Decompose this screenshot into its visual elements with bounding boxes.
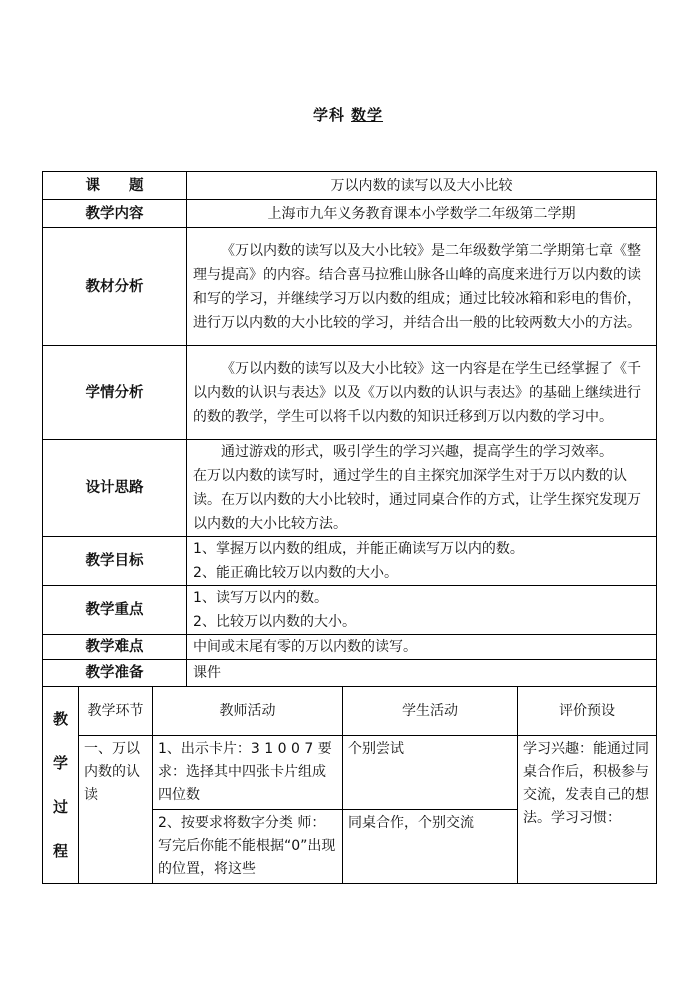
- material-label: 教材分析: [43, 228, 187, 346]
- stage-header: 教学环节: [79, 687, 153, 736]
- goal-item: 1、掌握万以内数的组成，并能正确读写万以内的数。: [193, 541, 524, 557]
- key-item: 2、比较万以内数的大小。: [193, 614, 356, 630]
- difficulty-value: 中间或末尾有零的万以内数的读写。: [187, 635, 657, 660]
- design-line-1: 通过游戏的形式，吸引学生的学习兴趣，提高学生的学习效率。: [221, 444, 614, 460]
- design-value: [187, 440, 657, 537]
- content-label: 教学内容: [43, 200, 187, 228]
- lesson-plan-table: [42, 171, 657, 884]
- design-label: 设计思路: [43, 440, 187, 537]
- students-value: 《万以内数的读写以及大小比较》这一内容是在学生已经掌握了《千以内数的认识与表达》以及《万以内数的认识与表达》的基础上继续进行的数的教学，学生可以将千以内数的知识迁移到万以内数的学习中。: [187, 346, 657, 440]
- subject-prefix: 学科: [312, 106, 345, 124]
- design-line-2: 在万以内数的读写时，通过学生的自主探究加深学生对于万以内数的认读。在万以内数的大小比较时，通过同桌合作的方式，让学生探究发现万以内数的大小比较方法。: [193, 468, 642, 532]
- prep-value: 课件: [187, 660, 657, 687]
- teacher-step-2: 2、按要求将数字分类 师：写完后你能不能根据“0”出现的位置，将这些: [153, 810, 343, 884]
- students-label: 学情分析: [43, 346, 187, 440]
- goals-value: [187, 537, 657, 586]
- student-header: 学生活动: [343, 687, 518, 736]
- key-item: 1、读写万以内的数。: [193, 590, 328, 606]
- stage-1: 一、万以内数的认读: [79, 736, 153, 884]
- eval-header: 评价预设: [518, 687, 657, 736]
- process-side-label: 教 学 过 程: [43, 687, 79, 884]
- page-title: [0, 104, 696, 125]
- key-label: 教学重点: [43, 586, 187, 635]
- teacher-header: 教师活动: [153, 687, 343, 736]
- student-step-1: 个别尝试: [343, 736, 518, 810]
- student-step-2: 同桌合作，个别交流: [343, 810, 518, 884]
- goal-item: 2、能正确比较万以内数的大小。: [193, 565, 398, 581]
- difficulty-label: 教学难点: [43, 635, 187, 660]
- goals-label: 教学目标: [43, 537, 187, 586]
- topic-value: 万以内数的读写以及大小比较: [187, 172, 657, 200]
- key-value: [187, 586, 657, 635]
- eval-text: 学习兴趣：能通过同桌合作后，积极参与交流，发表自己的想法。学习习惯：: [518, 736, 657, 884]
- subject-value: 数学: [351, 106, 384, 124]
- content-value: 上海市九年义务教育课本小学数学二年级第二学期: [187, 200, 657, 228]
- material-value: 《万以内数的读写以及大小比较》是二年级数学第二学期第七章《整理与提高》的内容。结合喜马拉雅山脉各山峰的高度来进行万以内数的读和写的学习，并继续学习万以内数的组成；通过比较冰箱和彩电的售价，进行万以内数的大小比较的学习，并结合出一般的比较两数大小的方法。: [187, 228, 657, 346]
- teacher-step-1: 1、出示卡片：3 1 0 0 7 要求：选择其中四张卡片组成四位数: [153, 736, 343, 810]
- topic-label: 课 题: [43, 172, 187, 200]
- prep-label: 教学准备: [43, 660, 187, 687]
